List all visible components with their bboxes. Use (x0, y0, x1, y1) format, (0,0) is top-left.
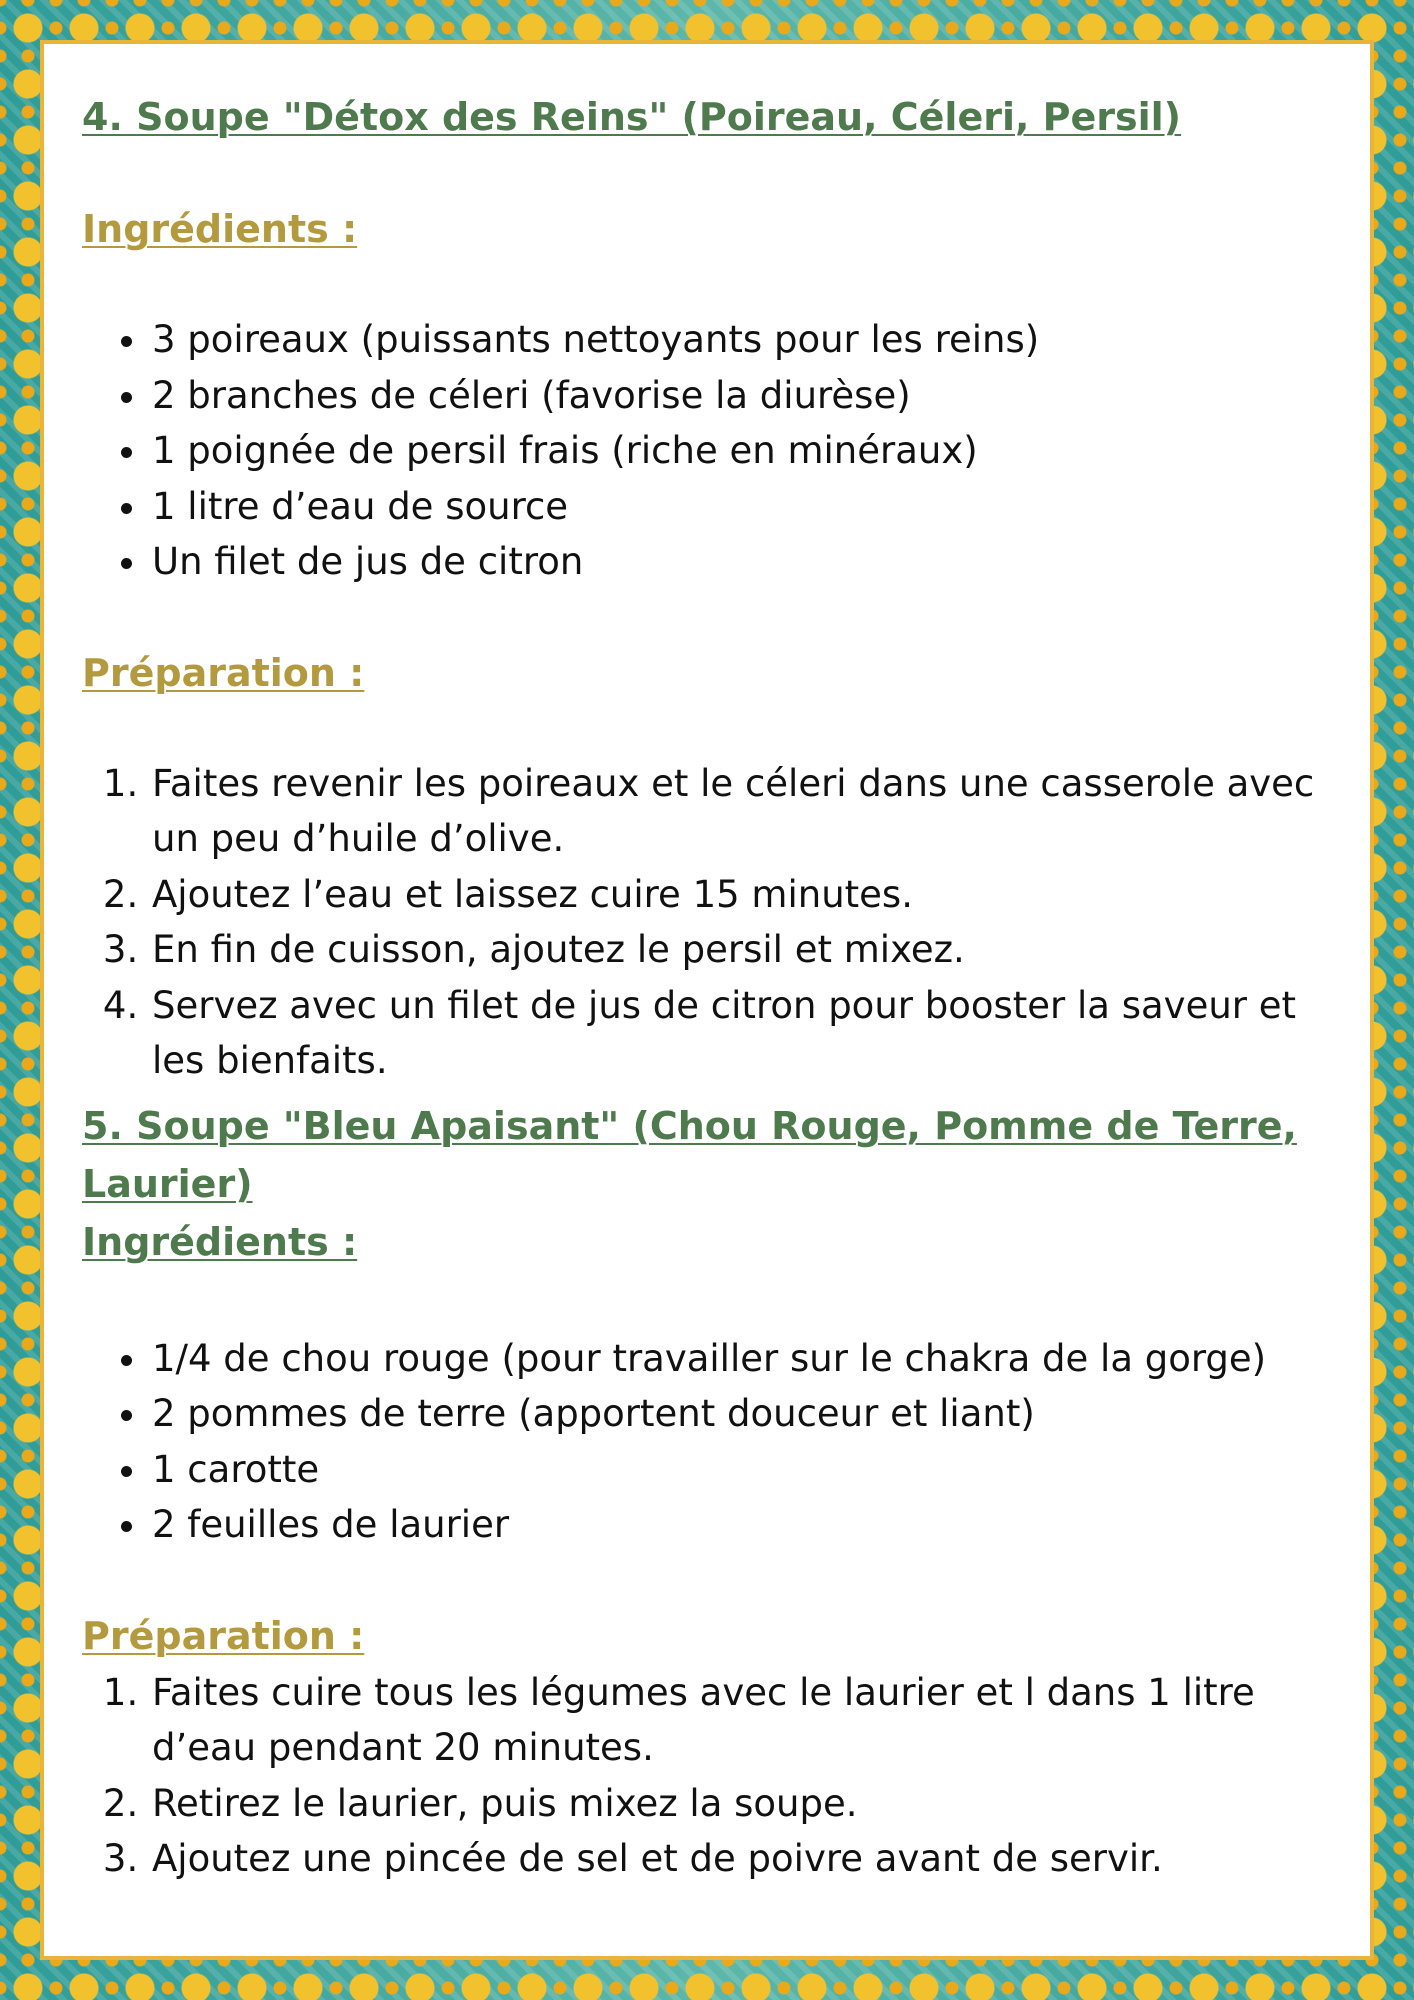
recipe-4-ingredient-list (82, 312, 1342, 590)
recipe-4-step-list (82, 756, 1342, 1089)
step-item: 4. Servez avec un filet de jus de citron pour booster la saveur et les bienfaits. (150, 978, 1342, 1089)
ingredient-item: • 1/4 de chou rouge (pour travailler sur le chakra de la gorge) (150, 1331, 1342, 1387)
ingredient-item: • 1 poignée de persil frais (riche en minéraux) (150, 423, 1342, 479)
recipe-5-ingredient-list (82, 1331, 1342, 1553)
step-item: 1. Faites cuire tous les légumes avec le laurier et l dans 1 litre d’eau pendant 20 minutes. (150, 1665, 1342, 1776)
ingredient-item: • 2 feuilles de laurier (150, 1497, 1342, 1553)
recipe-4-preparation-heading: Préparation : (82, 650, 365, 695)
ingredient-item: • Un filet de jus de citron (150, 534, 1342, 590)
recipe-5-ingredients-heading: Ingrédients : (82, 1219, 358, 1264)
page-panel (40, 40, 1374, 1960)
recipe-4-title: 4. Soupe "Détox des Reins" (Poireau, Céleri, Persil) (82, 95, 1182, 139)
document-content (82, 88, 1342, 1887)
ingredient-item: • 1 litre d’eau de source (150, 479, 1342, 535)
step-item: 3. Ajoutez une pincée de sel et de poivre avant de servir. (150, 1831, 1342, 1887)
step-item: 2. Ajoutez l’eau et laissez cuire 15 minutes. (150, 867, 1342, 923)
recipe-5-title: 5. Soupe "Bleu Apaisant" (Chou Rouge, Pomme de Terre, Laurier) (82, 1103, 1297, 1206)
step-item: 3. En fin de cuisson, ajoutez le persil et mixez. (150, 922, 1342, 978)
ingredient-item: • 3 poireaux (puissants nettoyants pour les reins) (150, 312, 1342, 368)
step-item: 2. Retirez le laurier, puis mixez la soupe. (150, 1776, 1342, 1832)
recipe-5-step-list (82, 1665, 1342, 1887)
step-item: 1. Faites revenir les poireaux et le céleri dans une casserole avec un peu d’huile d’olive. (150, 756, 1342, 867)
ingredient-item: • 2 branches de céleri (favorise la diurèse) (150, 368, 1342, 424)
ingredient-item: • 1 carotte (150, 1442, 1342, 1498)
recipe-4-ingredients-heading: Ingrédients : (82, 207, 358, 251)
ingredient-item: • 2 pommes de terre (apportent douceur et liant) (150, 1386, 1342, 1442)
recipe-5-preparation-heading: Préparation : (82, 1613, 365, 1658)
